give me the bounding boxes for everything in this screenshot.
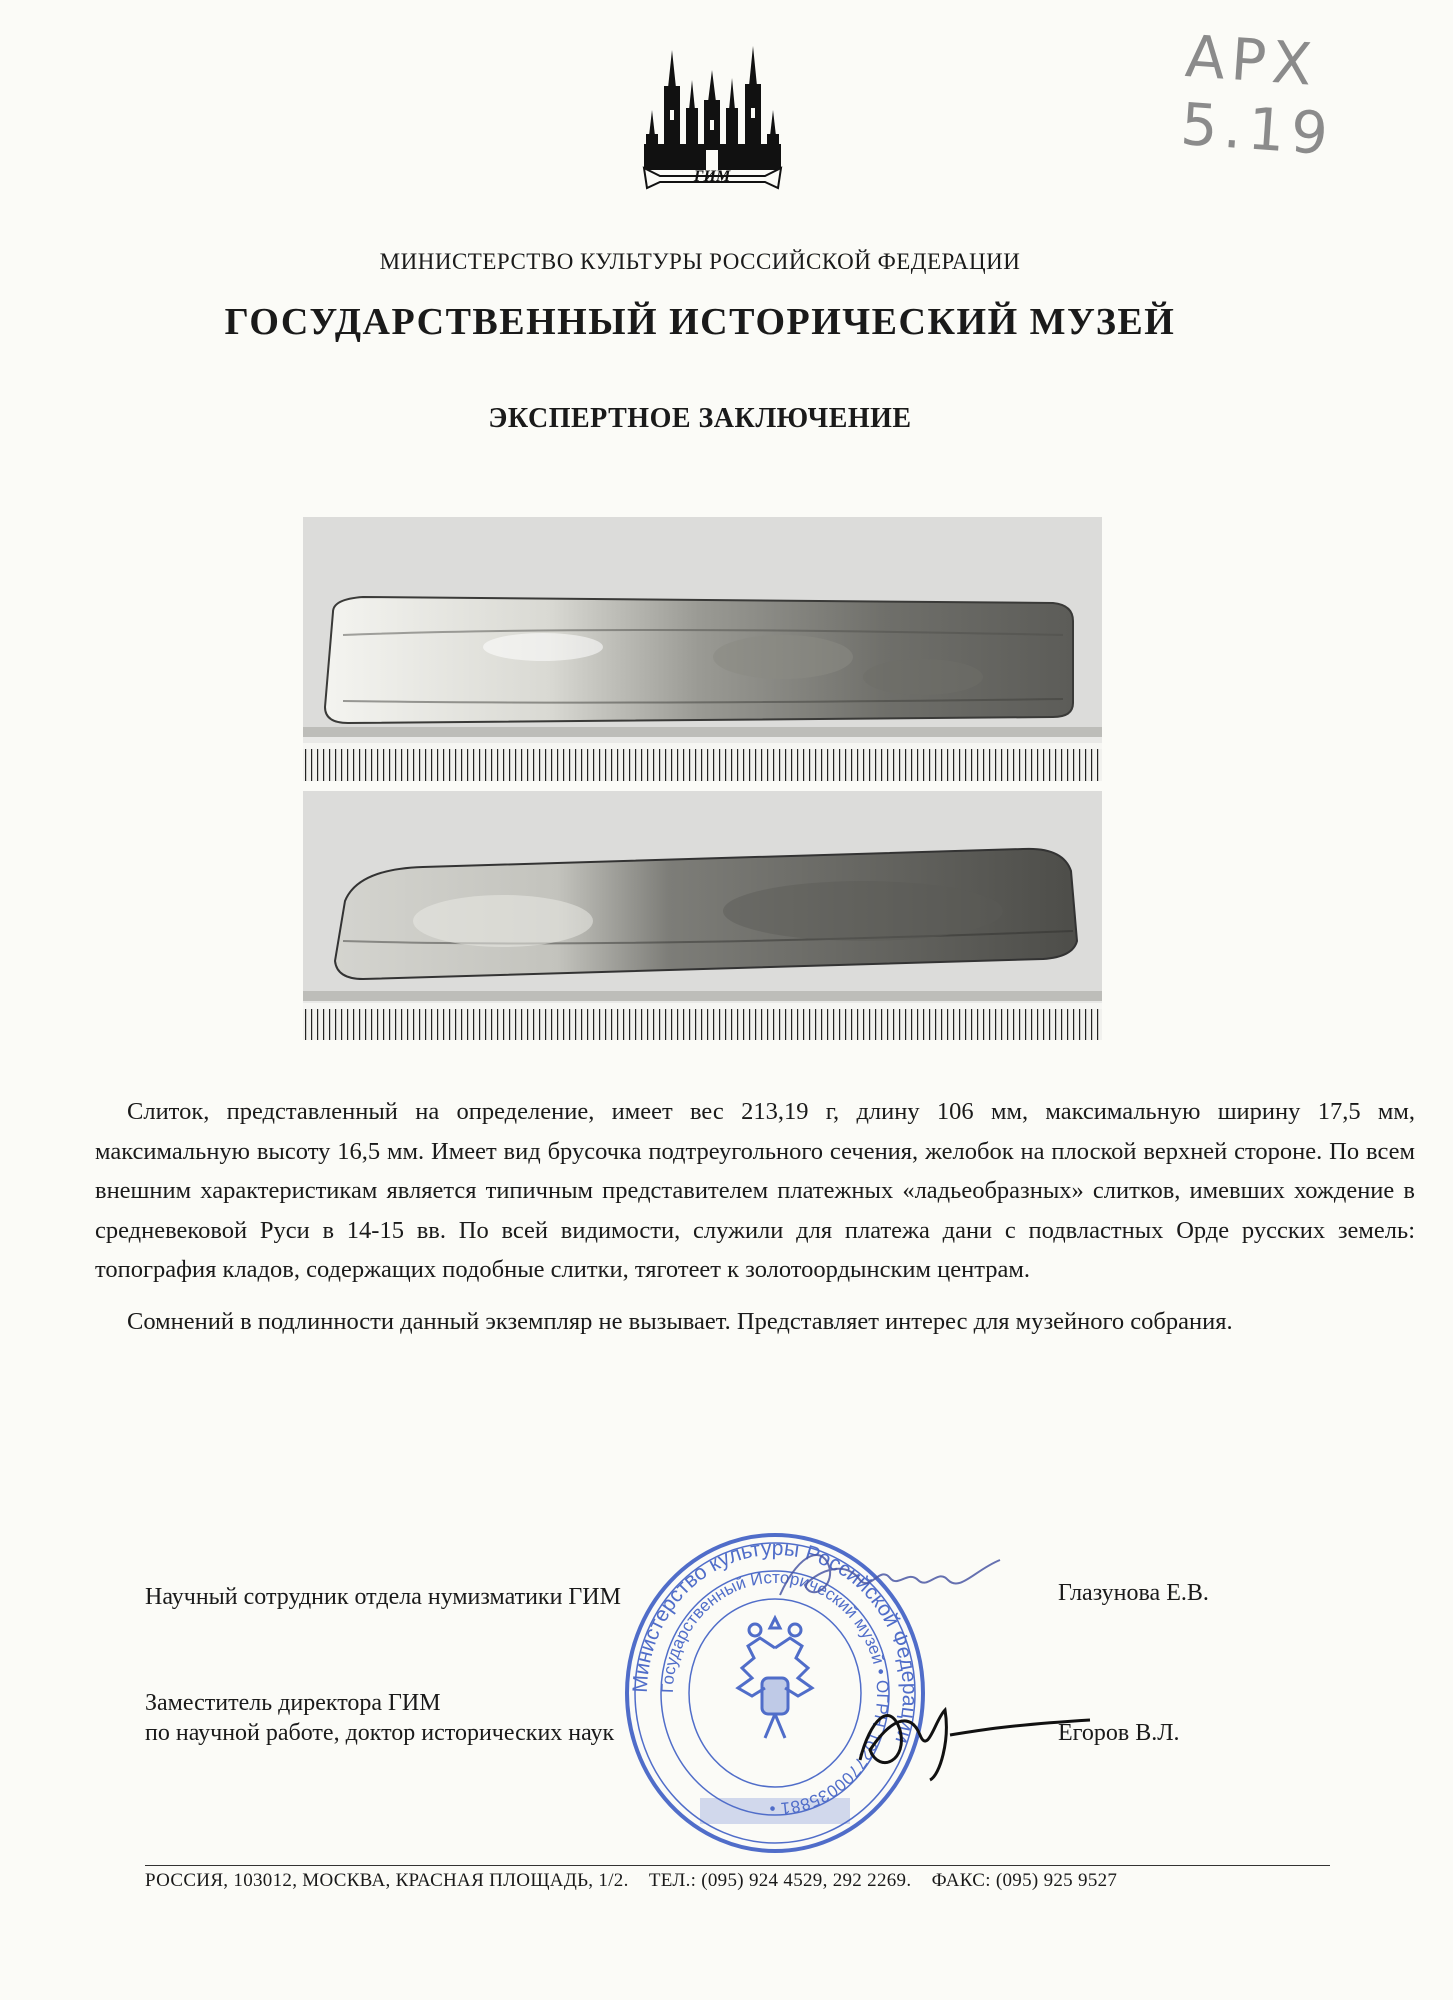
silver-ingot-photo [303, 517, 1102, 781]
signatory-title-2-line1: Заместитель директора ГИМ [145, 1690, 441, 1716]
ingot-photo-side [303, 791, 1102, 1040]
logo-text: ГИМ [693, 168, 731, 185]
paragraph-conclusion: Сомнений в подлинности данный экземпляр не вызывает. Представляет интерес для музейного собрания. [127, 1307, 1233, 1335]
museum-title: ГОСУДАРСТВЕННЫЙ ИСТОРИЧЕСКИЙ МУЗЕЙ [224, 301, 1176, 343]
signatory-name-1: Глазунова Е.В. [1058, 1580, 1209, 1606]
signatory-title-2-line2: по научной работе, доктор исторических наук [145, 1720, 615, 1746]
footer-divider [145, 1865, 1330, 1866]
signatory-title-1: Научный сотрудник отдела нумизматики ГИМ [145, 1584, 621, 1610]
silver-ingot-photo [303, 791, 1102, 1040]
ministry-heading: МИНИСТЕРСТВО КУЛЬТУРЫ РОССИЙСКОЙ ФЕДЕРАЦИИ [379, 249, 1021, 274]
footer-contacts [145, 1870, 1117, 1892]
footer-fax: ФАКС: (095) 925 9527 [931, 1870, 1118, 1891]
signatory-title-2 [145, 1688, 614, 1748]
stamp-ring-text: Министерство культуры Российской Федерации [628, 1536, 922, 1747]
russian-double-headed-eagle-icon [738, 1618, 812, 1738]
footer-address: РОССИЯ, 103012, МОСКВА, КРАСНАЯ ПЛОЩАДЬ, 1/2. [145, 1870, 629, 1891]
footer-phone: ТЕЛ.: (095) 924 4529, 292 2269. [648, 1870, 912, 1891]
handwritten-signature-2 [840, 1680, 1100, 1790]
stamp-inner-text: Государственный Исторический музей • ОГРН 1027700035881 • [657, 1567, 893, 1819]
handwritten-signature-1 [770, 1540, 1010, 1620]
historical-museum-building-icon [640, 40, 785, 200]
expert-opinion-text [95, 1092, 1415, 1353]
ingot-photo-top [303, 517, 1102, 781]
archive-code-annotation: АРХ 5.19 [1178, 22, 1337, 169]
document-type-heading: ЭКСПЕРТНОЕ ЗАКЛЮЧЕНИЕ [488, 403, 912, 434]
signatory-name-2: Егоров В.Л. [1058, 1720, 1180, 1746]
paragraph-description: Слиток, представленный на определение, имеет вес 213,19 г, длину 106 мм, максимальную ширину 17,5 мм, максимальную высоту 16,5 мм. Имеет вид брусочка подтреугольного сечения, желобок на плоской верхней стороне. По всем внешним характеристикам является типичным представителем платежных «ладьеобразных» слитков, имевших хождение в средневековой Руси в 14-15 вв. По всей видимости, служили для платежа дани с подвластных Орде русских земель: топография кладов, содержащих подобные слитки, тяготеет к золотоордынским центрам. [95, 1098, 1415, 1283]
